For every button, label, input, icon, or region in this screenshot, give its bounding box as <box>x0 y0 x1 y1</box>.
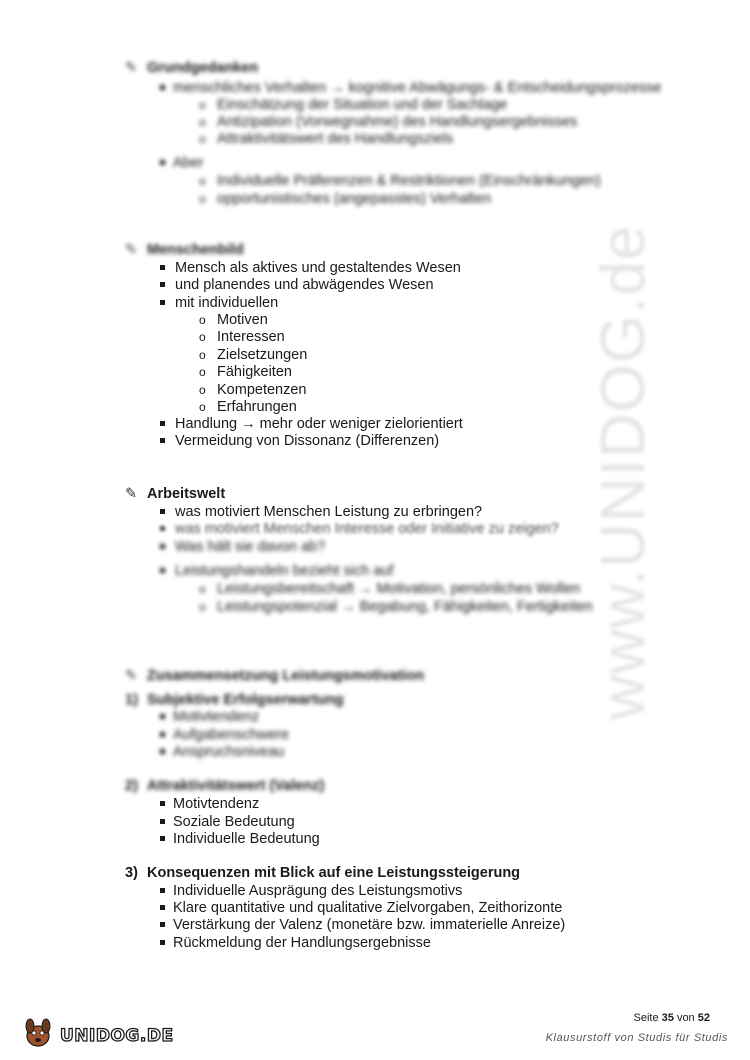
pencil-icon: ✎ <box>125 486 138 502</box>
circle-bullet-icon: o <box>199 132 206 146</box>
bullet-icon <box>160 526 165 531</box>
circle-bullet-icon: o <box>199 192 206 206</box>
list-item: o Leistungsbereitschaft → Motivation, persönliches Wollen <box>199 581 581 597</box>
subheading-3: 3) Konsequenzen mit Blick auf eine Leistungssteigerung <box>125 865 521 881</box>
dog-icon <box>22 1016 62 1050</box>
heading-zusammensetzung: ✎ Zusammensetzung Leistungsmotivation <box>125 668 425 684</box>
list-item: o Einschätzung der Situation und der Sachlage <box>199 97 508 113</box>
circle-bullet-icon: o <box>199 348 206 362</box>
pencil-icon: ✎ <box>125 668 138 684</box>
list-item: o Individuelle Präferenzen & Restriktionen (Einschränkungen) <box>199 173 601 189</box>
circle-bullet-icon: o <box>199 313 206 327</box>
bullet-icon <box>160 732 165 737</box>
list-item: Anspruchsniveau <box>160 744 284 761</box>
list-item: o Fähigkeiten <box>199 364 292 380</box>
bullet-icon <box>160 922 165 927</box>
list-item: was motiviert Menschen Interesse oder Initiative zu zeigen? <box>160 521 559 538</box>
list-item: Was hält sie davon ab? <box>160 539 325 556</box>
bullet-icon <box>160 300 165 305</box>
circle-bullet-icon: o <box>199 174 206 188</box>
list-item: Individuelle Ausprägung des Leistungsmotivs <box>160 883 462 900</box>
subheading-2: 2) Attraktivitätswert (Valenz) <box>125 778 325 794</box>
circle-bullet-icon: o <box>199 383 206 397</box>
footer-tagline: Klausurstoff von Studis für Studis <box>545 1032 728 1044</box>
list-item: Verstärkung der Valenz (monetäre bzw. immaterielle Anreize) <box>160 917 565 934</box>
circle-bullet-icon: o <box>199 365 206 379</box>
list-item: mit individuellen <box>160 295 278 312</box>
list-item: Motivtendenz <box>160 796 259 813</box>
heading-grundgedanken: ✎ Grundgedanken <box>125 60 259 76</box>
bullet-icon <box>160 265 165 270</box>
list-item: Klare quantitative und qualitative Zielvorgaben, Zeithorizonte <box>160 900 562 917</box>
list-item: was motiviert Menschen Leistung zu erbringen? <box>160 504 482 521</box>
bullet-icon <box>160 905 165 910</box>
list-item: Soziale Bedeutung <box>160 814 295 831</box>
list-item: o Interessen <box>199 329 285 345</box>
list-item: Individuelle Bedeutung <box>160 831 320 848</box>
circle-bullet-icon: o <box>199 330 206 344</box>
list-item: Aufgabenschwere <box>160 727 289 744</box>
bullet-icon <box>160 940 165 945</box>
list-item: menschliches Verhalten → kognitive Abwägungs- & Entscheidungsprozesse <box>160 80 661 97</box>
pencil-icon: ✎ <box>125 60 138 76</box>
list-item: Aber <box>160 155 204 172</box>
list-item: Rückmeldung der Handlungsergebnisse <box>160 935 431 952</box>
list-item: o Zielsetzungen <box>199 347 308 363</box>
list-item: o opportunistisches (angepasstes) Verhalten <box>199 191 492 207</box>
bullet-icon <box>160 160 165 165</box>
list-item: o Antizipation (Vorwegnahme) des Handlungsergebnisses <box>199 114 578 130</box>
circle-bullet-icon: o <box>199 98 206 112</box>
list-item: o Erfahrungen <box>199 399 297 415</box>
subheading-1: 1) Subjektive Erfolgserwartung <box>125 692 344 708</box>
circle-bullet-icon: o <box>199 600 206 614</box>
bullet-icon <box>160 438 165 443</box>
heading-arbeitswelt: ✎ Arbeitswelt <box>125 486 226 502</box>
list-item: Mensch als aktives und gestaltendes Wesen <box>160 260 461 277</box>
bullet-icon <box>160 282 165 287</box>
list-item: Handlung → mehr oder weniger zielorientiert <box>160 416 463 433</box>
list-item: o Motiven <box>199 312 268 328</box>
watermark: www.UNIDOG.de <box>589 224 658 720</box>
logo-text: UNIDOG.DE <box>60 1026 174 1046</box>
bullet-icon <box>160 85 165 90</box>
list-item: Motivtendenz <box>160 709 259 726</box>
list-item: Leistungshandeln bezieht sich auf <box>160 563 393 580</box>
list-item: Vermeidung von Dissonanz (Differenzen) <box>160 433 439 450</box>
circle-bullet-icon: o <box>199 115 206 129</box>
bullet-icon <box>160 568 165 573</box>
bullet-icon <box>160 509 165 514</box>
bullet-icon <box>160 888 165 893</box>
list-item: o Leistungspotenzial → Begabung, Fähigkeiten, Fertigkeiten <box>199 599 593 615</box>
list-item: o Kompetenzen <box>199 382 307 398</box>
bullet-icon <box>160 714 165 719</box>
heading-menschenbild: ✎ Menschenbild <box>125 242 244 258</box>
bullet-icon <box>160 544 165 549</box>
bullet-icon <box>160 421 165 426</box>
list-item: und planendes und abwägendes Wesen <box>160 277 434 294</box>
page-number: Seite 35 von 52 <box>633 1012 710 1024</box>
unidog-logo <box>22 1016 174 1050</box>
list-item: o Attraktivitätswert des Handlungsziels <box>199 131 454 147</box>
bullet-icon <box>160 819 165 824</box>
pencil-icon: ✎ <box>125 242 138 258</box>
circle-bullet-icon: o <box>199 400 206 414</box>
circle-bullet-icon: o <box>199 582 206 596</box>
bullet-icon <box>160 801 165 806</box>
bullet-icon <box>160 836 165 841</box>
bullet-icon <box>160 749 165 754</box>
